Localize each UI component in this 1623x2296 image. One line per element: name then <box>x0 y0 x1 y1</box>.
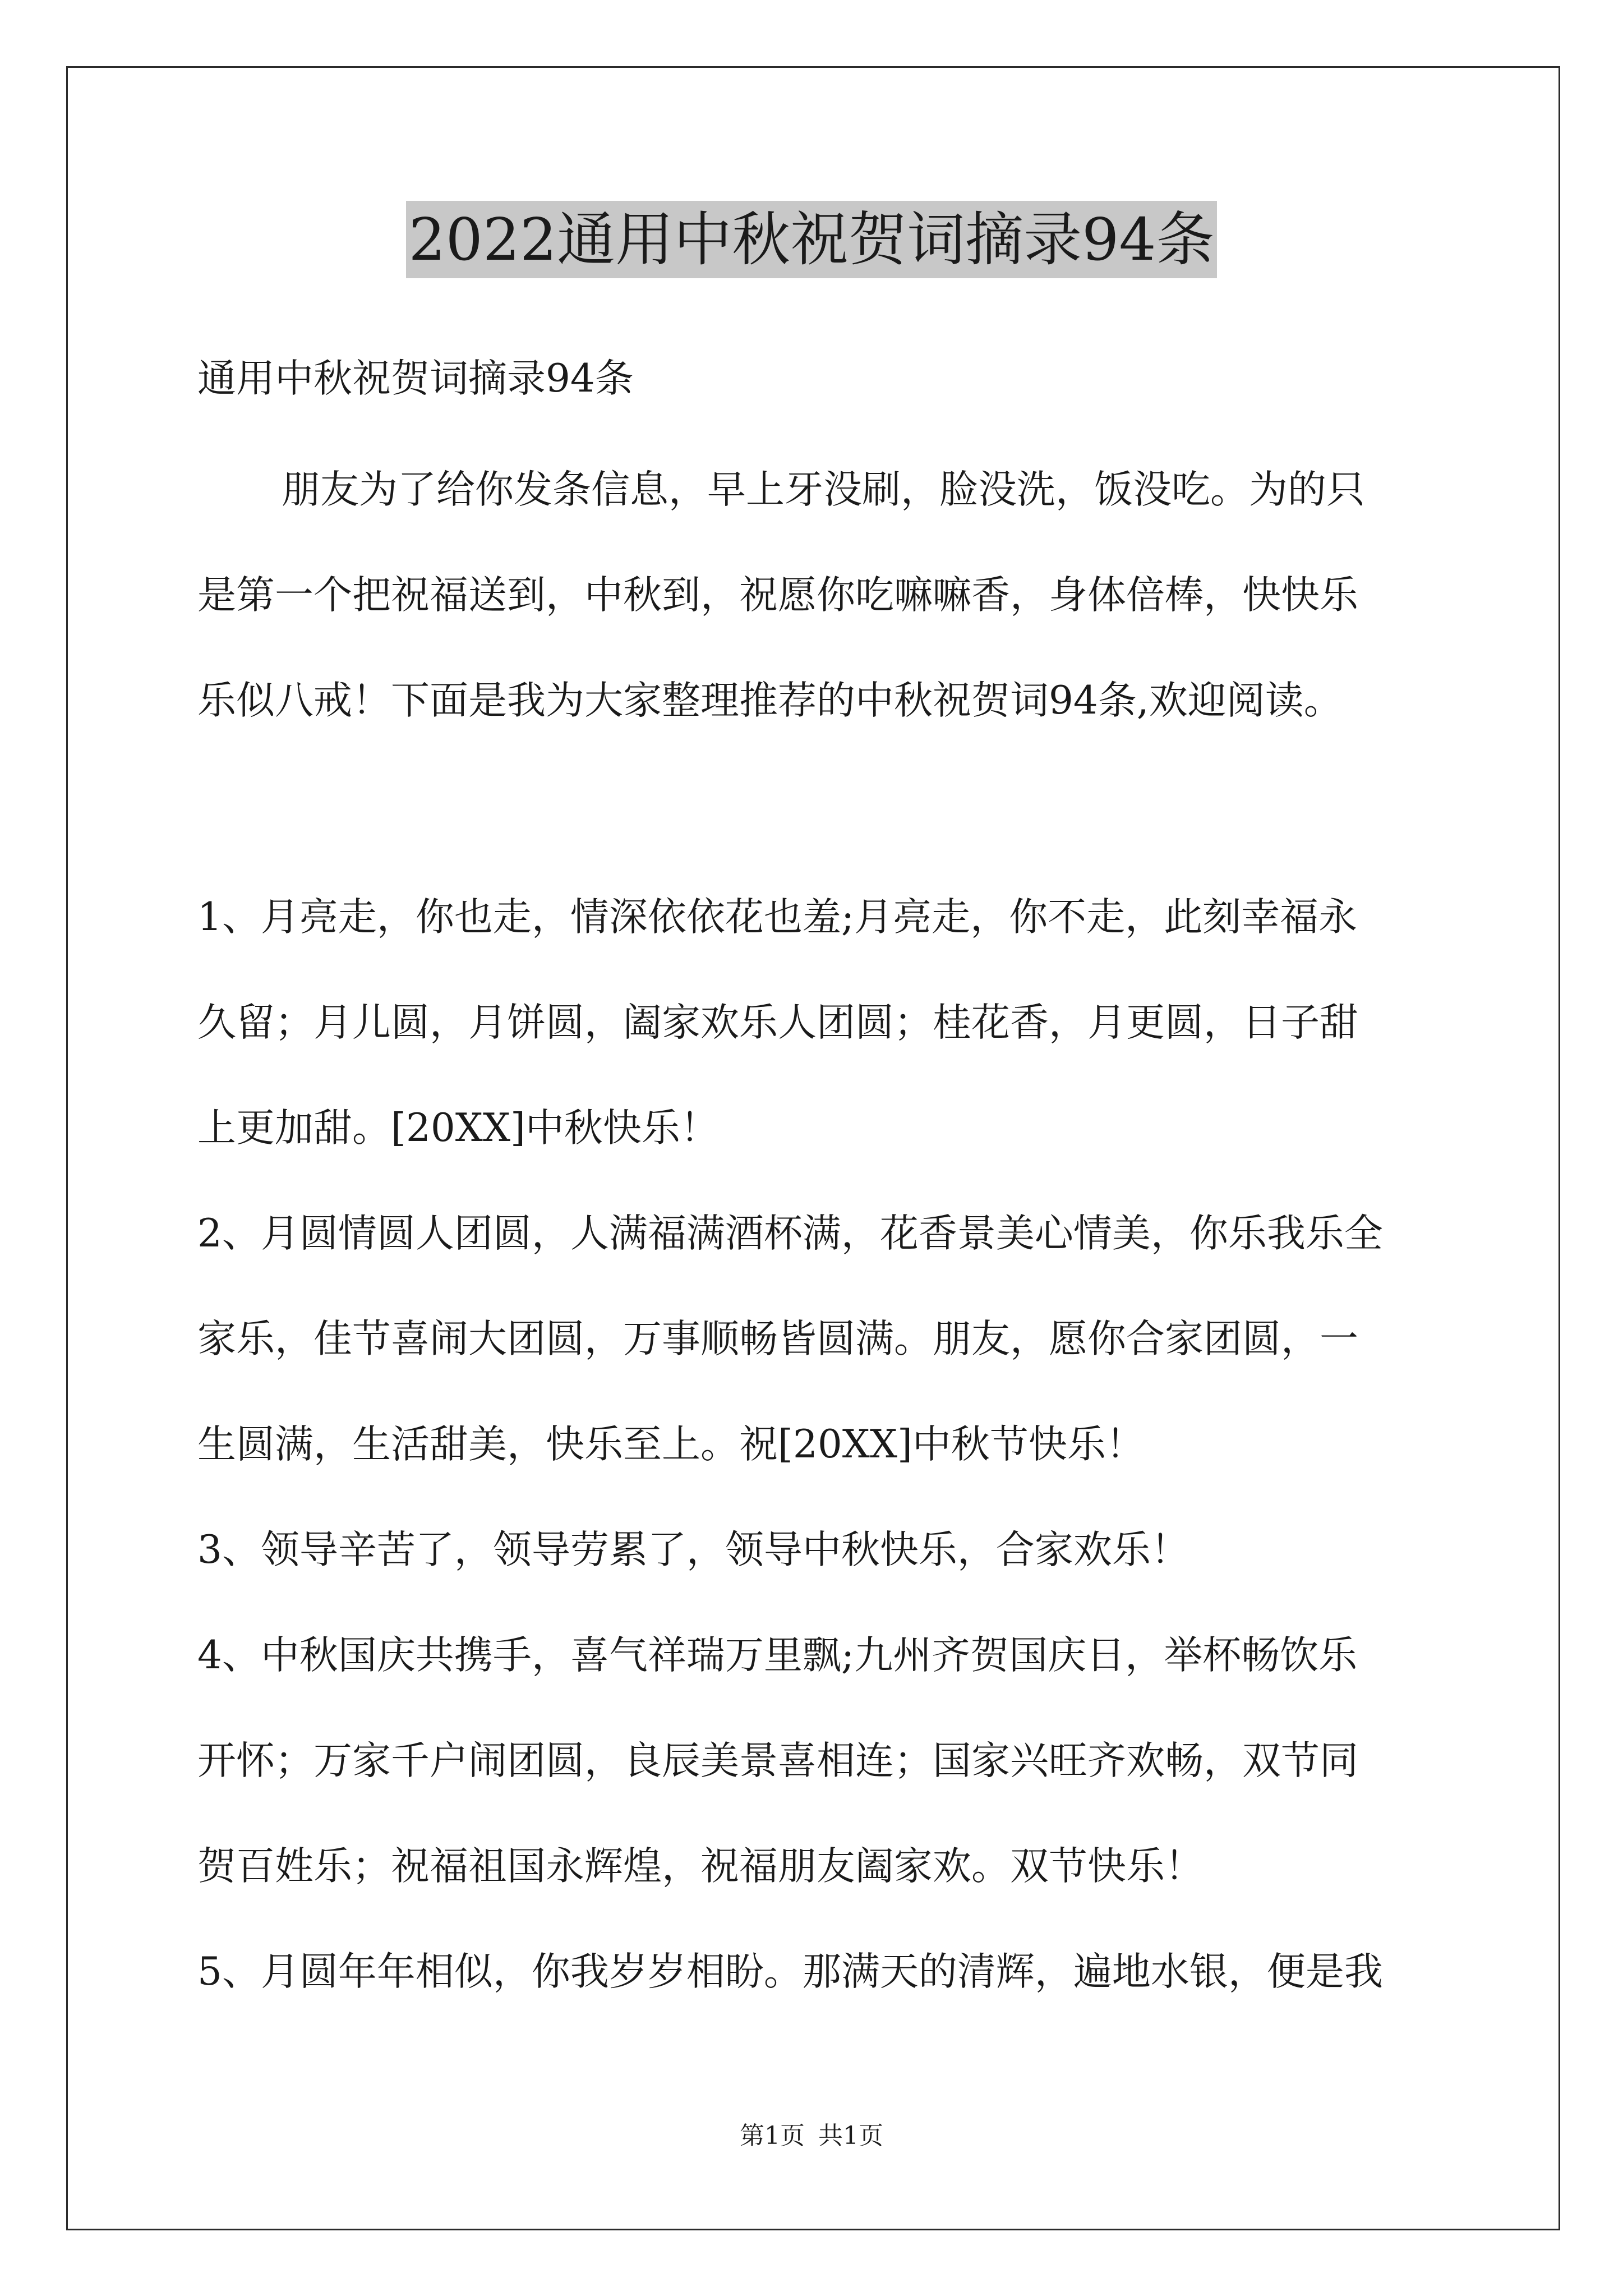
intro-line: 是第一个把祝福送到，中秋到，祝愿你吃嘛嘛香，身体倍棒，快快乐 <box>197 573 1358 618</box>
list-item-line: 开怀；万家千户闹团圆，良辰美景喜相连；国家兴旺齐欢畅，双节同 <box>197 1738 1358 1783</box>
page-footer <box>0 2119 1623 2153</box>
list-item-line: 2、月圆情圆人团圆，人满福满酒杯满，花香景美心情美，你乐我乐全 <box>197 1211 1383 1256</box>
list-item-line: 上更加甜。[20XX]中秋快乐！ <box>197 1106 719 1151</box>
document-subtitle: 通用中秋祝贺词摘录94条 <box>197 356 634 401</box>
page-total: 共1页 <box>818 2122 883 2150</box>
list-item-line: 家乐，佳节喜闹大团圆，万事顺畅皆圆满。朋友，愿你合家团圆，一 <box>197 1317 1358 1361</box>
list-item-line: 贺百姓乐；祝福祖国永辉煌，祝福朋友阖家欢。双节快乐！ <box>197 1844 1204 1889</box>
list-item-line: 生圆满，生活甜美，快乐至上。祝[20XX]中秋节快乐！ <box>197 1422 1145 1467</box>
list-item-line: 3、领导辛苦了，领导劳累了，领导中秋快乐，合家欢乐！ <box>197 1527 1189 1572</box>
intro-line: 乐似八戒！下面是我为大家整理推荐的中秋祝贺词94条,欢迎阅读。 <box>197 678 1343 723</box>
intro-line: 朋友为了给你发条信息，早上牙没刷，脸没洗，饭没吃。为的只 <box>282 467 1365 512</box>
list-item-line: 1、月亮走，你也走，情深依依花也羞;月亮走，你不走，此刻幸福永 <box>197 895 1358 940</box>
list-item-line: 久留；月儿圆，月饼圆，阖家欢乐人团圆；桂花香，月更圆，日子甜 <box>197 1000 1358 1045</box>
page-number: 第1页 <box>740 2122 805 2150</box>
list-item-line: 4、中秋国庆共携手，喜气祥瑞万里飘;九州齐贺国庆日，举杯畅饮乐 <box>197 1633 1358 1678</box>
title-area <box>0 201 1623 278</box>
list-item-line: 5、月圆年年相似，你我岁岁相盼。那满天的清辉，遍地水银，便是我 <box>197 1949 1383 1994</box>
document-title: 2022通用中秋祝贺词摘录94条 <box>406 201 1216 278</box>
